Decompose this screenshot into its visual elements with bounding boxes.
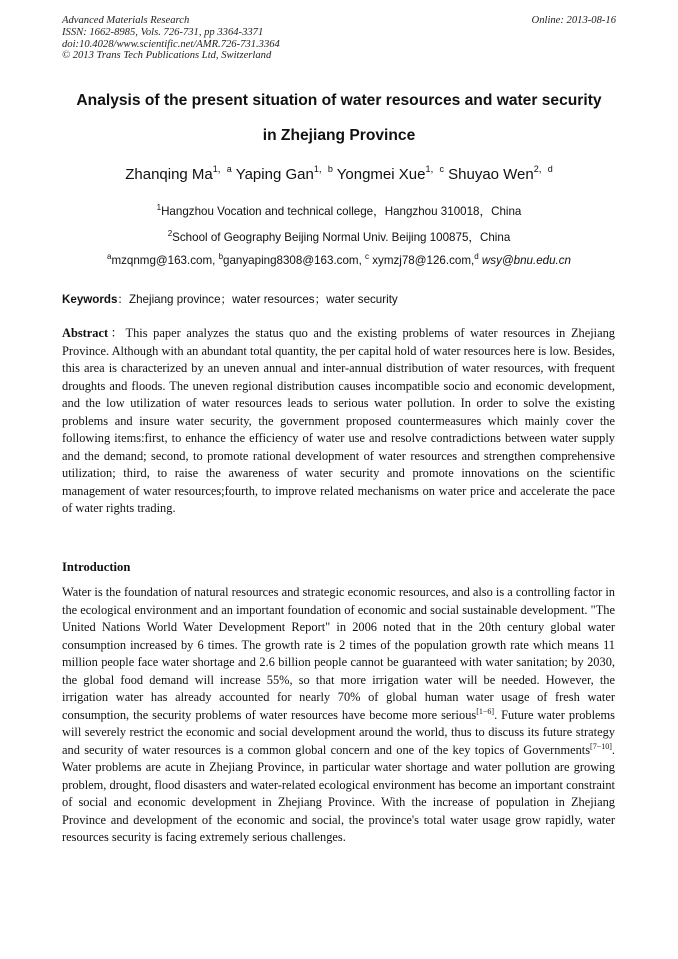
keywords-text: ：Zhejiang province；water resources；water security bbox=[117, 293, 398, 306]
keywords-label: Keywords bbox=[62, 293, 118, 306]
email-link[interactable]: ganyaping8308@163.com, bbox=[223, 254, 366, 267]
email-link[interactable]: mzqnmg@163.com, bbox=[111, 254, 219, 267]
issn-line: ISSN: 1662-8985, Vols. 726-731, pp 3364-3371 bbox=[62, 26, 264, 38]
paper-title-line-1: Analysis of the present situation of water resources and water security bbox=[76, 92, 602, 109]
author-name: Shuyao Wen bbox=[448, 166, 534, 183]
author-name: Zhanqing Ma bbox=[125, 166, 213, 183]
author-superscript: 1，c bbox=[425, 164, 444, 174]
abstract-text: ：This paper analyzes the status quo and the existing problems of water resources in Zhejiang Province. Although with an abundant total quantity, the per capital hold of water resources here is low. Besides, this area is characterized by an uneven annual and inter-annual distribution of water resources, with frequent droughts and floods. The uneven regional distribution causes incompatible socio and economic development, and the low utilization of water resources leads to serious water pollution. In order to solve the existing problems and insure water security, the government proposed countermeasures which mainly cover the following items:first, to enhance the efficiency of water use and resolve contradictions between water supply and the demand; second, to promote rational development of water resources and strengthen comprehensive utilization; third, to raise the awareness of water security and promote innovations on the scientific management of water resources;fourth, to improve related mechanisms on water price and accelerate the pace of water rights trading. bbox=[62, 326, 615, 515]
affiliation-2 bbox=[40, 229, 638, 245]
author-name: Yongmei Xue bbox=[336, 166, 426, 183]
journal-header bbox=[62, 15, 280, 62]
affiliation-superscript: 2 bbox=[167, 229, 173, 238]
doi-line: doi:10.4028/www.scientific.net/AMR.726-731.3364 bbox=[62, 38, 280, 50]
email-superscript: d bbox=[474, 252, 479, 261]
email-superscript: b bbox=[218, 252, 224, 261]
affiliation-1 bbox=[40, 203, 638, 219]
author-list bbox=[40, 166, 638, 183]
affiliation-superscript: 1 bbox=[156, 203, 162, 212]
email-link[interactable]: wsy@bnu.edu.cn bbox=[478, 254, 572, 267]
online-date: Online: 2013-08-16 bbox=[531, 15, 616, 26]
intro-text: . Water problems are acute in Zhejiang Province, in particular water shortage and water pollution are growing problem, drought, flood disasters and water-related ecological environment has become an important constraint of social and economic development in Zhejiang Province. With the increase of population in Zhejiang Province and development of the economic and social, the province's total water usage grow rapidly, water resources security is facing extremely serious challenges. bbox=[62, 742, 615, 844]
citation-ref[interactable]: [7−10] bbox=[590, 741, 612, 751]
introduction-heading: Introduction bbox=[62, 560, 131, 574]
journal-name: Advanced Materials Research bbox=[62, 15, 190, 26]
author-superscript: 1，b bbox=[313, 164, 333, 174]
introduction-body bbox=[62, 584, 615, 847]
abstract-label: Abstract bbox=[62, 326, 109, 340]
email-line bbox=[40, 254, 638, 267]
intro-text: . Future water problems will severely restrict the economic and social development around the world, thus to discuss its future strategy and security of water resources is a common global concern and one of the key topics of Governments bbox=[62, 707, 615, 757]
affiliation-text: School of Geography Beijing Normal Univ. Beijing 100875，China bbox=[172, 231, 511, 244]
email-link[interactable]: xymzj78@126.com, bbox=[369, 254, 475, 267]
copyright-line: © 2013 Trans Tech Publications Ltd, Switzerland bbox=[62, 50, 272, 62]
author-superscript: 2，d bbox=[533, 164, 553, 174]
author-superscript: 1，a bbox=[212, 164, 232, 174]
intro-text: Water is the foundation of natural resources and strategic economic resources, and also is a controlling factor in the ecological environment and an important foundation of economic and social sustainable development. "The United Nations World Water Development Report" in 2006 noted that in the 20th century global water consumption increased by 6 times. The growth rate is 2 times of the population growth rate which means 11 million people face water shortage and 2.6 billion people cannot be guaranteed with water sanitation; by 2030, the global food demand will increase 55%, so that more irrigation water will be needed. However, the irrigation water has already accounted for nearly 70% of global human water usage of fresh water consumption, the security problems of water resources have become more serious bbox=[62, 585, 615, 722]
email-superscript: c bbox=[365, 252, 370, 261]
citation-ref[interactable]: [1−6] bbox=[476, 706, 495, 716]
keywords bbox=[62, 291, 622, 307]
paper-title-line-2: in Zhejiang Province bbox=[262, 127, 416, 144]
abstract bbox=[62, 325, 615, 518]
affiliation-text: Hangzhou Vocation and technical college，Hangzhou 310018，China bbox=[161, 205, 522, 218]
author-name: Yaping Gan bbox=[235, 166, 314, 183]
email-superscript: a bbox=[106, 252, 112, 261]
